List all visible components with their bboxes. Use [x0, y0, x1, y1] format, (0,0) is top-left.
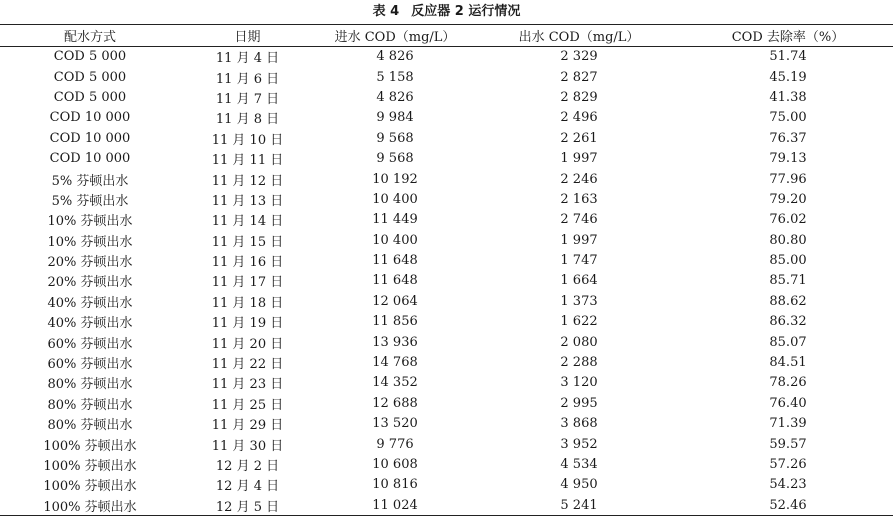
cell-date: 11 月 8 日 — [215, 112, 280, 128]
table-row — [0, 393, 893, 413]
table-row — [0, 312, 893, 332]
cell-water-mix: 5% 芬顿出水 — [51, 173, 129, 189]
cell-cod-removal: 78.26 — [769, 375, 807, 391]
cell-cod-removal: 80.80 — [769, 232, 807, 248]
cell-date: 12 月 5 日 — [180, 495, 315, 515]
cell-water-mix: 10% 芬顿出水 — [47, 214, 133, 230]
cell-cod-removal: 51.74 — [769, 49, 807, 65]
table-row — [0, 414, 893, 434]
cell-date: 11 月 11 日 — [211, 153, 284, 169]
cell-influent-cod: 10 192 — [372, 171, 418, 187]
cell-date: 11 月 10 日 — [211, 132, 284, 148]
cell-effluent-cod: 2 163 — [560, 191, 598, 207]
cell-water-mix: COD 5 000 — [53, 69, 127, 85]
cell-date: 11 月 20 日 — [211, 336, 284, 352]
cell-water-mix: COD 10 000 — [49, 151, 131, 167]
cell-influent-cod: 14 352 — [372, 375, 418, 391]
cell-influent-cod: 4 826 — [376, 89, 414, 105]
cell-date: 11 月 16 日 — [211, 255, 284, 271]
cell-effluent-cod: 4 950 — [560, 477, 598, 493]
cell-water-mix: 40% 芬顿出水 — [47, 295, 133, 311]
cell-influent-cod: 9 776 — [376, 436, 414, 452]
cell-influent-cod: 11 024 — [315, 495, 475, 515]
cell-water-mix: 100% 芬顿出水 — [0, 495, 180, 515]
cell-cod-removal: 76.40 — [769, 395, 807, 411]
cell-date: 11 月 12 日 — [211, 173, 284, 189]
cell-effluent-cod: 2 246 — [560, 171, 598, 187]
cell-effluent-cod: 1 622 — [560, 314, 598, 330]
cell-influent-cod: 13 520 — [372, 416, 418, 432]
cell-date: 11 月 14 日 — [211, 214, 284, 230]
cell-date: 12 月 4 日 — [215, 479, 280, 495]
cell-effluent-cod: 2 329 — [560, 49, 598, 65]
cell-date: 11 月 4 日 — [215, 51, 280, 67]
cell-water-mix: COD 10 000 — [49, 130, 131, 146]
table-row — [0, 373, 893, 393]
header-cod-removal: COD 去除率（%） — [683, 25, 893, 47]
cell-water-mix: 100% 芬顿出水 — [43, 459, 137, 474]
cell-cod-removal: 76.37 — [769, 130, 807, 146]
cell-water-mix: 20% 芬顿出水 — [47, 255, 133, 271]
table-title: 反应器 2 运行情况 — [411, 4, 521, 19]
cell-date: 11 月 7 日 — [215, 91, 280, 107]
cell-effluent-cod: 1 664 — [560, 273, 598, 289]
table-row — [0, 352, 893, 372]
table-row — [0, 230, 893, 250]
cell-cod-removal: 75.00 — [769, 110, 807, 126]
cell-effluent-cod: 3 868 — [560, 416, 598, 432]
cell-influent-cod: 11 449 — [372, 212, 418, 228]
cell-date: 11 月 17 日 — [211, 275, 284, 291]
cell-cod-removal: 85.00 — [769, 253, 807, 269]
cell-cod-removal: 85.07 — [769, 334, 807, 350]
cell-effluent-cod: 1 373 — [560, 293, 598, 309]
cell-effluent-cod: 1 997 — [560, 151, 598, 167]
cell-water-mix: COD 5 000 — [53, 89, 127, 105]
cell-effluent-cod: 2 496 — [560, 110, 598, 126]
cell-cod-removal: 59.57 — [769, 436, 807, 452]
header-row — [0, 25, 893, 47]
header-water-mix: 配水方式 — [0, 25, 180, 47]
cell-water-mix: 60% 芬顿出水 — [47, 336, 133, 352]
table-number: 表 4 — [372, 4, 400, 19]
cell-cod-removal: 79.13 — [769, 151, 807, 167]
cell-effluent-cod: 2 827 — [560, 69, 598, 85]
cell-water-mix: 60% 芬顿出水 — [47, 357, 133, 373]
cell-effluent-cod: 1 747 — [560, 253, 598, 269]
header-effluent-cod: 出水 COD（mg/L） — [475, 25, 683, 47]
table-row — [0, 108, 893, 128]
table-row — [0, 332, 893, 352]
cell-water-mix: 10% 芬顿出水 — [47, 234, 133, 250]
cell-influent-cod: 9 568 — [376, 151, 414, 167]
cell-water-mix: 80% 芬顿出水 — [47, 377, 133, 393]
cell-water-mix: 80% 芬顿出水 — [47, 397, 133, 413]
table-body — [0, 47, 893, 516]
cell-cod-removal: 79.20 — [769, 191, 807, 207]
cell-influent-cod: 11 856 — [372, 314, 418, 330]
table-row — [0, 250, 893, 270]
cell-date: 11 月 6 日 — [215, 71, 280, 87]
cell-date: 12 月 2 日 — [215, 459, 280, 474]
table-row — [0, 189, 893, 209]
table-header — [0, 25, 893, 47]
cell-date: 11 月 30 日 — [211, 438, 284, 454]
table-row — [0, 148, 893, 168]
cell-water-mix: 5% 芬顿出水 — [51, 193, 129, 209]
table-row — [0, 47, 893, 67]
cell-effluent-cod: 4 534 — [560, 457, 598, 472]
cell-cod-removal: 41.38 — [769, 89, 807, 105]
cell-cod-removal: 52.46 — [683, 495, 893, 515]
cell-influent-cod: 9 568 — [376, 130, 414, 146]
cell-water-mix: 20% 芬顿出水 — [47, 275, 133, 291]
table-row — [0, 169, 893, 189]
cell-effluent-cod: 2 829 — [560, 89, 598, 105]
cell-influent-cod: 11 648 — [372, 253, 418, 269]
cell-influent-cod: 9 984 — [376, 110, 414, 126]
cell-influent-cod: 14 768 — [372, 355, 418, 371]
cell-influent-cod: 5 158 — [376, 69, 414, 85]
cell-date: 11 月 15 日 — [211, 234, 284, 250]
cell-date: 11 月 29 日 — [211, 418, 284, 434]
cell-cod-removal: 54.23 — [769, 477, 807, 493]
table-row — [0, 434, 893, 454]
cell-influent-cod: 13 936 — [372, 334, 418, 350]
table-row — [0, 210, 893, 230]
table-row — [0, 454, 893, 474]
cell-date: 11 月 18 日 — [211, 295, 284, 311]
cell-influent-cod: 10 400 — [372, 191, 418, 207]
cell-date: 11 月 13 日 — [211, 193, 284, 209]
table-row — [0, 291, 893, 311]
cell-cod-removal: 45.19 — [769, 69, 807, 85]
cell-influent-cod: 4 826 — [376, 49, 414, 65]
cell-water-mix: 100% 芬顿出水 — [43, 479, 137, 495]
cell-cod-removal: 88.62 — [769, 293, 807, 309]
cell-cod-removal: 84.51 — [769, 355, 807, 371]
cell-cod-removal: 76.02 — [769, 212, 807, 228]
cell-cod-removal: 71.39 — [769, 416, 807, 432]
table-row — [0, 67, 893, 87]
reactor-operation-table — [0, 24, 893, 516]
cell-effluent-cod: 2 288 — [560, 355, 598, 371]
cell-cod-removal: 57.26 — [769, 457, 807, 472]
cell-water-mix: COD 10 000 — [49, 110, 131, 126]
cell-cod-removal: 86.32 — [769, 314, 807, 330]
cell-water-mix: COD 5 000 — [53, 49, 127, 65]
cell-influent-cod: 10 608 — [372, 457, 418, 472]
table-row — [0, 271, 893, 291]
cell-effluent-cod: 2 080 — [560, 334, 598, 350]
cell-effluent-cod: 2 261 — [560, 130, 598, 146]
cell-date: 11 月 19 日 — [211, 316, 284, 332]
table-row — [0, 475, 893, 495]
cell-effluent-cod: 1 997 — [560, 232, 598, 248]
cell-water-mix: 40% 芬顿出水 — [47, 316, 133, 332]
cell-effluent-cod: 2 746 — [560, 212, 598, 228]
cell-date: 11 月 25 日 — [211, 397, 284, 413]
table-row — [0, 128, 893, 148]
cell-cod-removal: 77.96 — [769, 171, 807, 187]
cell-effluent-cod: 3 952 — [560, 436, 598, 452]
table-row — [0, 495, 893, 515]
header-influent-cod: 进水 COD（mg/L） — [315, 25, 475, 47]
header-date: 日期 — [180, 25, 315, 47]
cell-influent-cod: 12 688 — [372, 395, 418, 411]
cell-influent-cod: 10 816 — [372, 477, 418, 493]
cell-date: 11 月 22 日 — [211, 357, 284, 373]
cell-influent-cod: 10 400 — [372, 232, 418, 248]
cell-effluent-cod: 2 995 — [560, 395, 598, 411]
cell-date: 11 月 23 日 — [211, 377, 284, 393]
table-row — [0, 87, 893, 107]
cell-effluent-cod: 5 241 — [475, 495, 683, 515]
cell-water-mix: 80% 芬顿出水 — [47, 418, 133, 434]
cell-influent-cod: 11 648 — [372, 273, 418, 289]
cell-water-mix: 100% 芬顿出水 — [43, 438, 137, 454]
table-caption — [0, 3, 893, 21]
cell-cod-removal: 85.71 — [769, 273, 807, 289]
cell-effluent-cod: 3 120 — [560, 375, 598, 391]
cell-influent-cod: 12 064 — [372, 293, 418, 309]
